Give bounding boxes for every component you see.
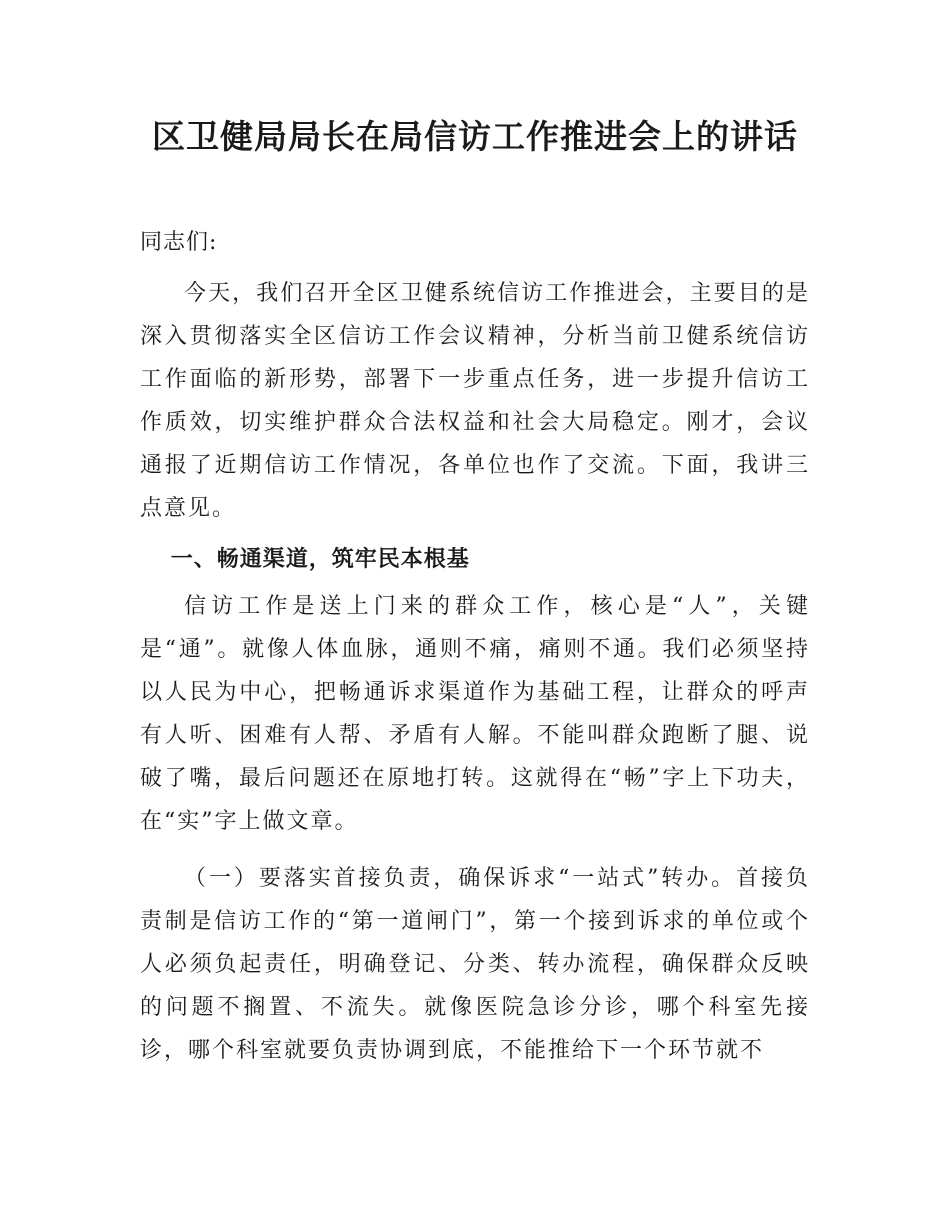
intro-paragraph: 今天，我们召开全区卫健系统信访工作推进会，主要目的是深入贯彻落实全区信访工作会议精神，分析当前卫健系统信访工作面临的新形势，部署下一步重点任务，进一步提升信访工作质效，切实维护群众合法权益和社会大局稳定。刚才，会议通报了近期信访工作情况，各单位也作了交流。下面，我讲三点意见。 <box>140 281 810 521</box>
document-title: 区卫健局局长在局信访工作推进会上的讲话 <box>152 117 798 156</box>
section-heading-1: 一、畅通渠道，筑牢民本根基 <box>170 547 470 572</box>
salutation: 同志们: <box>140 230 218 255</box>
subsection-1-paragraph: （一）要落实首接负责，确保诉求“一站式”转办。首接负责制是信访工作的“第一道闸门”，第一个接到诉求的单位或个人必须负起责任，明确登记、分类、转办流程，确保群众反映的问题不搁置、不流失。就像医院急诊分诊，哪个科室先接诊，哪个科室就要负责协调到底，不能推给下一个环节就不 <box>140 866 810 1063</box>
section-1-paragraph: 信访工作是送上门来的群众工作，核心是“人”，关键是“通”。就像人体血脉，通则不痛，痛则不通。我们必须坚持以人民为中心，把畅通诉求渠道作为基础工程，让群众的呼声有人听、困难有人帮、矛盾有人解。不能叫群众跑断了腿、说破了嘴，最后问题还在原地打转。这就得在“畅”字上下功夫，在“实”字上做文章。 <box>140 594 810 834</box>
